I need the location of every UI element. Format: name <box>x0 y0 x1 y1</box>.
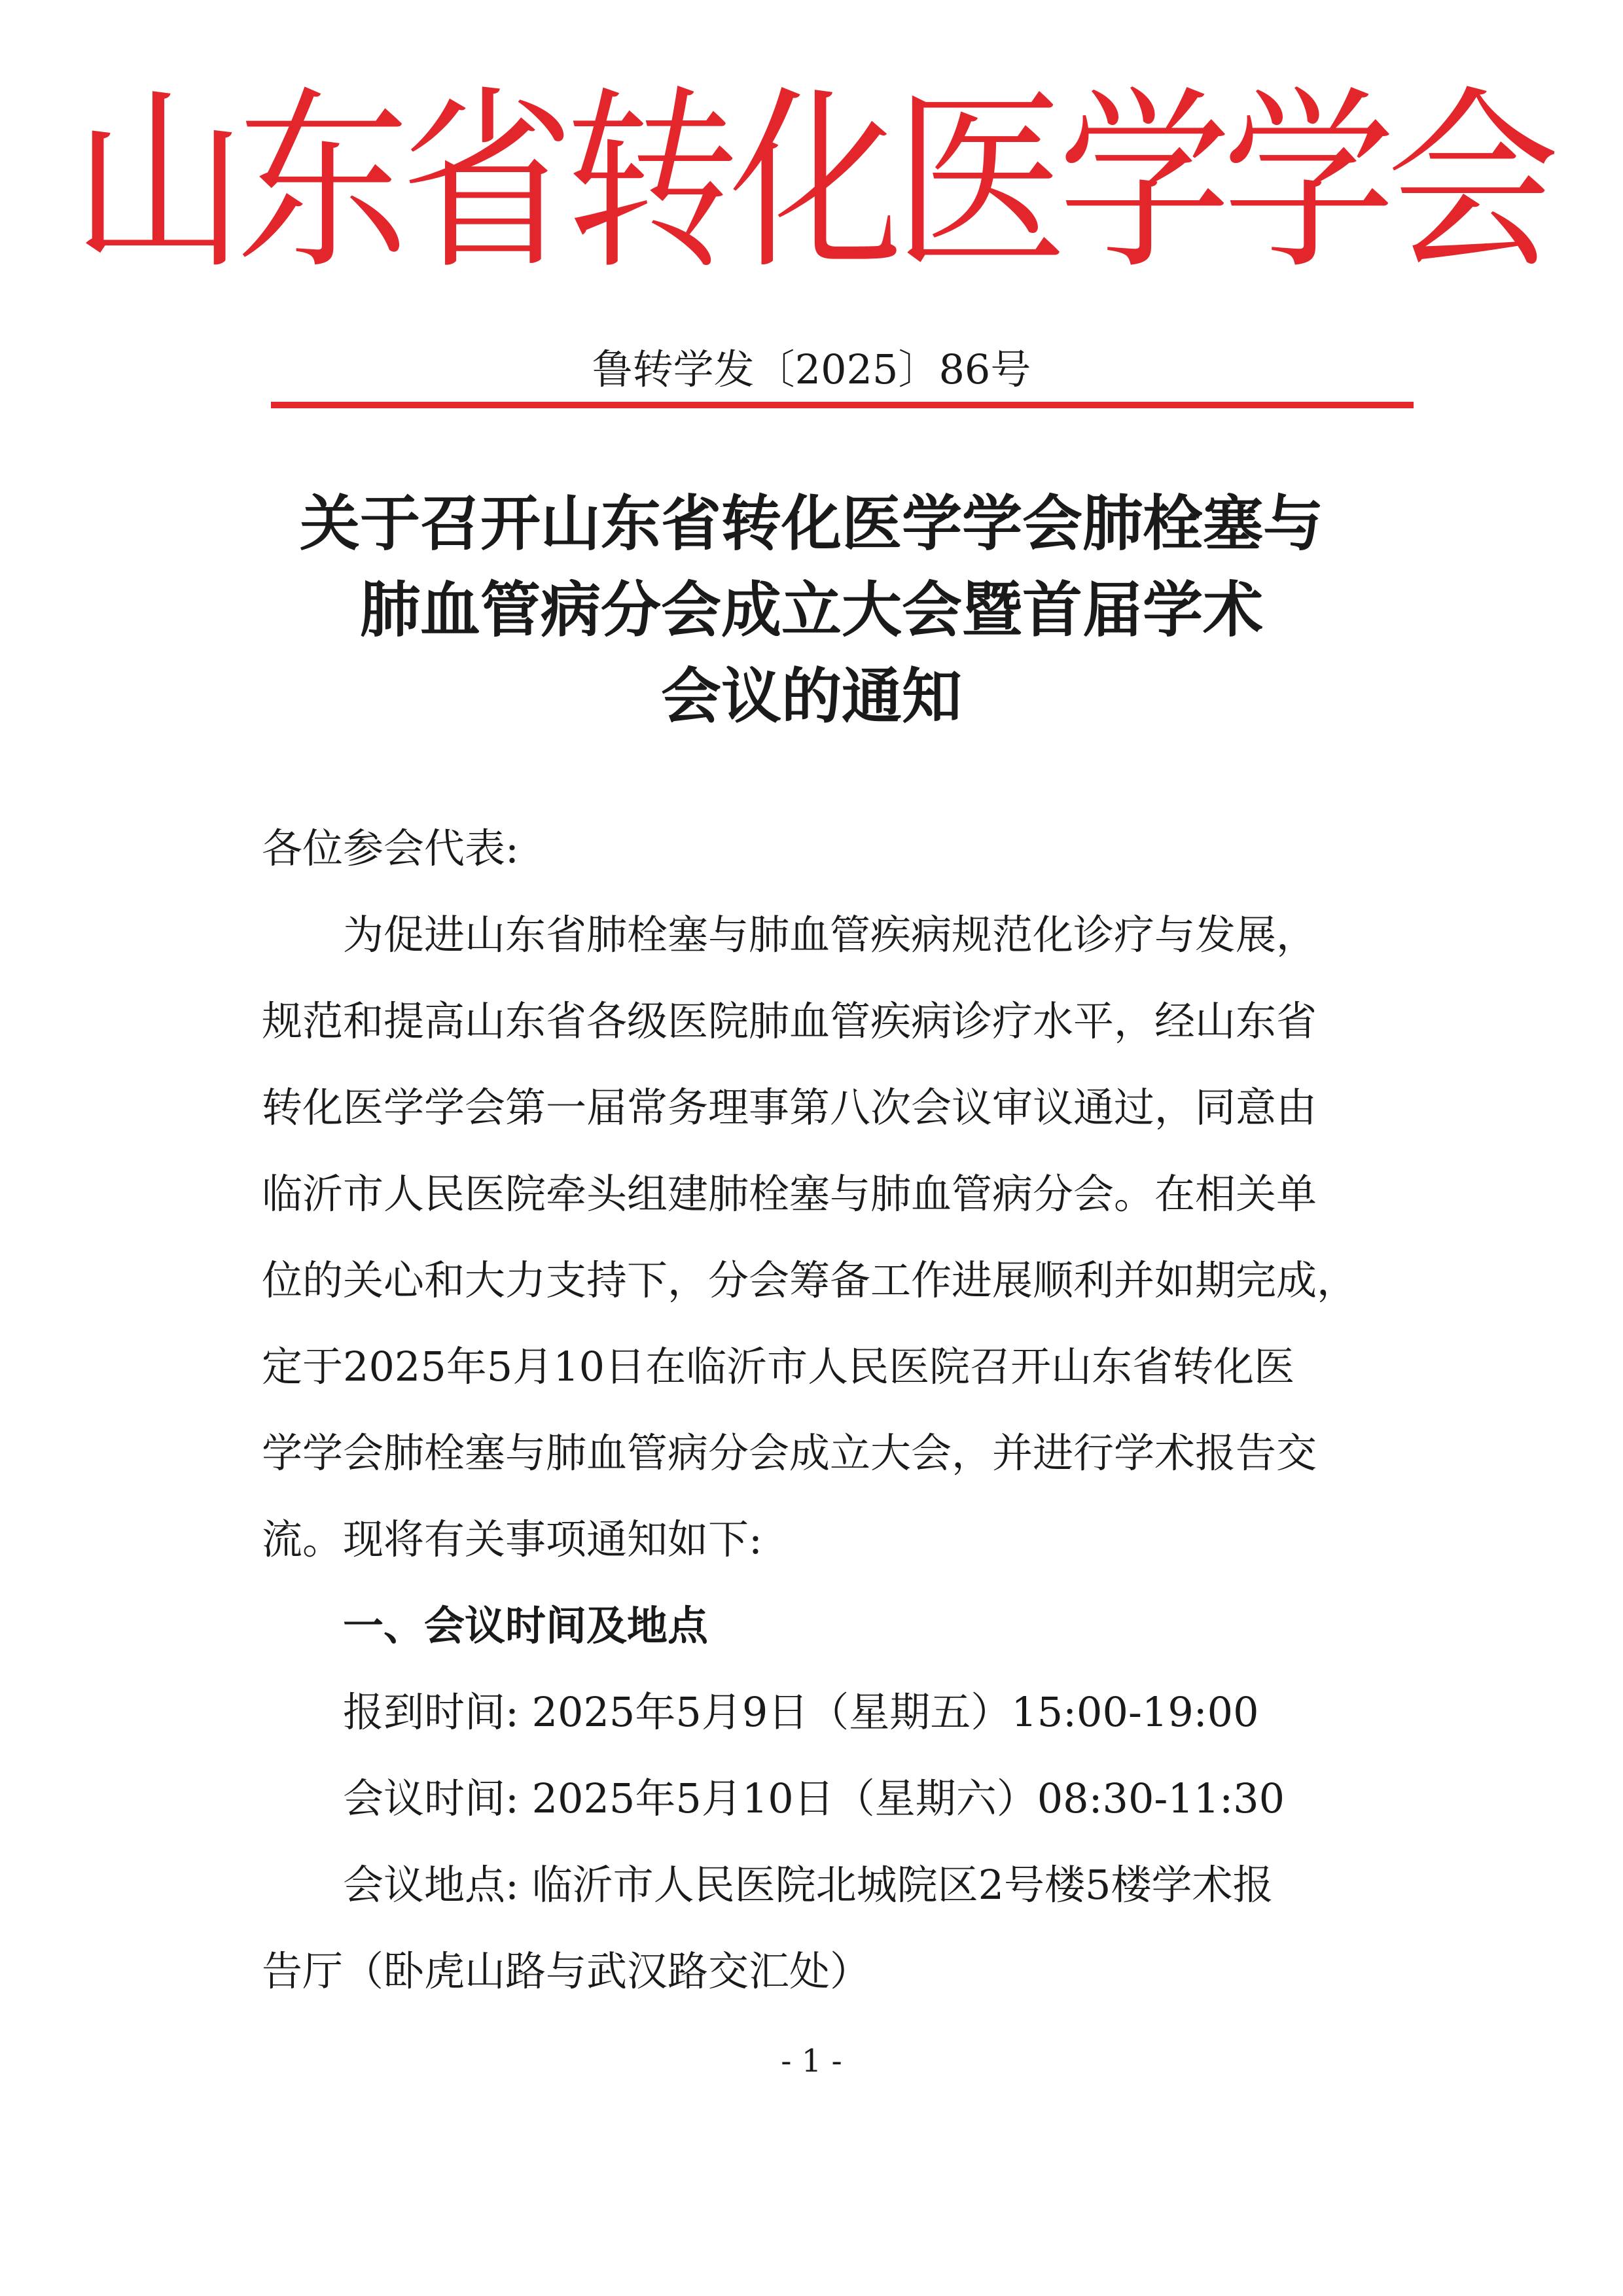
paragraph-line: 学学会肺栓塞与肺血管病分会成立大会，并进行学术报告交 <box>262 1429 1317 1477</box>
paragraph-line: 为促进山东省肺栓塞与肺血管疾病规范化诊疗与发展， <box>262 911 1317 959</box>
paragraph-line: 规范和提高山东省各级医院肺血管疾病诊疗水平，经山东省 <box>262 997 1317 1045</box>
paragraph-line: 定于2025年5月10日在临沂市人民医院召开山东省转化医 <box>262 1343 1295 1390</box>
meeting-place-continued: 告厅（卧虎山路与武汉路交汇处） <box>262 1947 871 1995</box>
paragraph-line: 位的关心和大力支持下，分会筹备工作进展顺利并如期完成， <box>262 1256 1358 1304</box>
document-number: 鲁转学发〔2025〕86号 <box>592 345 1031 393</box>
header-divider <box>271 402 1414 408</box>
paragraph-line: 转化医学学会第一届常务理事第八次会议审议通过，同意由 <box>262 1084 1317 1131</box>
notice-title-line-2: 肺血管病分会成立大会暨首届学术 <box>359 574 1263 645</box>
notice-title-line-3: 会议的通知 <box>660 661 962 732</box>
notice-title-line-1: 关于召开山东省转化医学学会肺栓塞与 <box>299 488 1323 559</box>
registration-time: 报到时间: 2025年5月9日（星期五）15:00-19:00 <box>262 1688 1259 1736</box>
organization-header: 山东省转化医学学会 <box>72 69 1551 296</box>
salutation: 各位参会代表: <box>262 824 519 872</box>
meeting-time: 会议时间: 2025年5月10日（星期六）08:30-11:30 <box>262 1775 1285 1822</box>
paragraph-line: 临沂市人民医院牵头组建肺栓塞与肺血管病分会。在相关单 <box>262 1170 1317 1218</box>
page-number: - 1 - <box>781 2043 842 2079</box>
paragraph-line: 流。现将有关事项通知如下: <box>262 1515 762 1563</box>
section-heading-meeting-time-place: 一、会议时间及地点 <box>262 1602 709 1650</box>
meeting-place: 会议地点: 临沂市人民医院北城院区2号楼5楼学术报 <box>262 1861 1274 1909</box>
